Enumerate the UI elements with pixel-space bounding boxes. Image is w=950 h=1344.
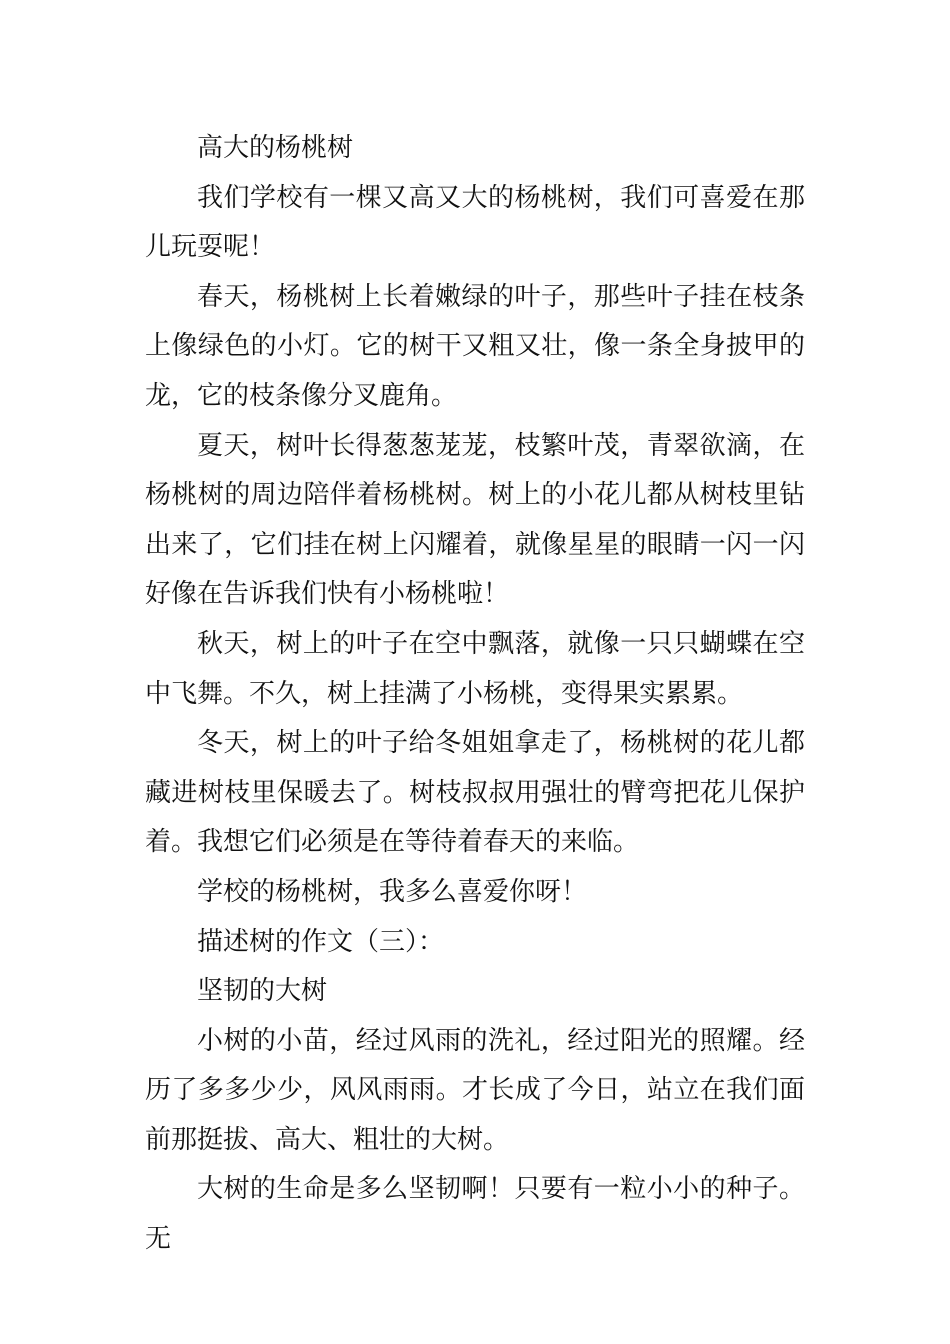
- paragraph-spring: 春天，杨桃树上长着嫩绿的叶子，那些叶子挂在枝条上像绿色的小灯。它的树干又粗又壮，像一条全身披甲的龙，它的枝条像分叉鹿角。: [145, 281, 805, 411]
- essay-title-2: 坚韧的大树: [197, 976, 328, 1007]
- paragraph-winter: 冬天，树上的叶子给冬姐姐拿走了，杨桃树的花儿都藏进树枝里保暖去了。树枝叔叔用强壮的臂弯把花儿保护着。我想它们必须是在等待着春天的来临。: [145, 728, 805, 858]
- paragraph-closing: 学校的杨桃树，我多么喜爱你呀！: [197, 876, 588, 907]
- paragraph-tenacity: 大树的生命是多么坚韧啊！只要有一粒小小的种子。无: [145, 1174, 805, 1255]
- paragraph-growth: 小树的小苗，经过风雨的洗礼，经过阳光的照耀。经历了多多少少，风风雨雨。才长成了今日，站立在我们面前那挺拔、高大、粗壮的大树。: [145, 1025, 805, 1155]
- essay-title: 高大的杨桃树: [197, 133, 354, 163]
- paragraph-intro: 我们学校有一棵又高又大的杨桃树，我们可喜爱在那儿玩耍呢！: [145, 182, 805, 263]
- section-heading: 描述树的作文（三）：: [197, 926, 445, 957]
- paragraph-summer: 夏天，树叶长得葱葱茏茏，枝繁叶茂，青翠欲滴，在杨桃树的周边陪伴着杨桃树。树上的小花儿都从树枝里钻出来了，它们挂在树上闪耀着，就像星星的眼睛一闪一闪好像在告诉我们快有小杨桃啦！: [145, 430, 805, 610]
- paragraph-autumn: 秋天，树上的叶子在空中飘落，就像一只只蝴蝶在空中飞舞。不久，树上挂满了小杨桃，变得果实累累。: [145, 628, 805, 709]
- document-body: [145, 124, 805, 1265]
